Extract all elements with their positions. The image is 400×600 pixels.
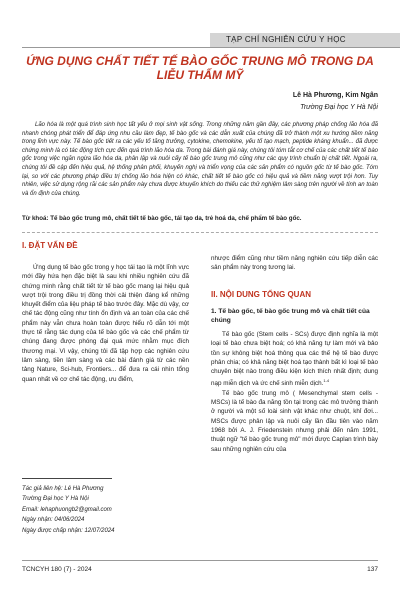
- abstract: Lão hóa là một quá trình sinh học tất yếu ở mọi sinh vật sống. Trong những năm gần đây, các phương pháp chống lão hóa đã nhanh chóng phát triển để đáp ứng nhu cầu làm đẹp, tế bào gốc và các dẫn xuất của chúng đã trở thành một xu hướng tiềm năng trong lĩnh vực này. Tế bào gốc tiết ra các yếu tố tăng trưởng, cytokine, chemokine, yếu tố tạo mạch, peptide kháng khuẩn... đã được chứng minh là có tác động tích cực đến quá trình lão hóa da. Trong bài đánh giá này, chúng tôi tóm tắt cơ chế của các chất tiết tế bào gốc trong việc ngăn ngừa lão hóa da, phân lập và nuôi cấy tế bào gốc trung mô cũng như các quy trình chuẩn bị chất tiết. Ngoài ra, chúng tôi đề cập đến hiệu quả, hệ thống phân phối, khuyến nghị và triển vọng của các sản phẩm có nguồn gốc từ tế bào gốc. Tóm lại, so với các phương pháp điều trị chống lão hóa hiện có khác, chất tiết tế bào gốc có hiệu quả và tiềm năng vượt trội hơn. Tuy nhiên, việc sử dụng rộng rãi các sản phẩm này chưa được khuyến khích do thiếu các thử nghiệm lâm sàng trên người về tính an toàn và ổn định của chúng.: [22, 122, 378, 197]
- footnote-received: Ngày nhận: 04/06/2024: [22, 517, 85, 524]
- article-authors: [293, 92, 378, 99]
- overview-body: [211, 330, 378, 454]
- footnote: [22, 484, 192, 536]
- subsection-heading: 1. Tế bào gốc, tế bào gốc trung mô và chất tiết của chúng: [211, 308, 370, 325]
- introduction-paragraph: Ứng dụng tế bào gốc trong y học tái tạo là một lĩnh vực mới đầy hứa hẹn đặc biệt là sau khi nhiều nghiên cứu đã chứng minh rằng chất tiết từ tế bào gốc mang lại hiệu quả vượt trội trong điều trị đồng thời cải thiện đáng kể những khuyết điểm của liệu pháp tế bào trước đây. Mặc dù vậy, cơ chế tác động cũng như tính ổn định và an toàn của các chế phẩm này vẫn chưa hoàn toàn được hiểu rõ dẫn tới một thực tế rằng tác dụng của tế bào gốc và các chế phẩm từ chúng đang được phóng đại quá mức nhằm mục đích thương mại. Vì vậy, chúng tôi đã tập hợp các nghiên cứu lâm sàng, tiền lâm sàng và các bài đánh giá từ các nền tảng Nature, Sci-hub, Frontiers... để đưa ra cái nhìn tổng quan nhất về cơ chế tác động, ưu điểm,: [22, 264, 189, 383]
- footnote-rule: [22, 478, 112, 479]
- introduction-continued-paragraph: nhược điểm cũng như tiềm năng nghiên cứu tiếp diễn các sản phẩm này trong tương lai.: [211, 255, 378, 272]
- page-number: 137: [367, 566, 378, 573]
- footnote-institution: Trường Đại học Y Hà Nội: [22, 496, 89, 503]
- overview-paragraph-2: Tế bào gốc trung mô ( Mesenchymal stem cells - MSCs) là tế bào đa năng tồn tại trong các mô trưởng thành ở người và một số loài sinh vật khác như chuột, khỉ đơi... MSCs được phân lập và nuôi cấy lần đầu tiên vào năm 1968 bởi A. J. Friedenstein nhưng phải đến năm 1991, thuật ngữ "tế bào gốc trung mô" mới được Caplan trình bày sau những nghiên cứu của: [211, 389, 378, 453]
- issue-label: TCNCYH 180 (7) - 2024: [22, 566, 92, 573]
- introduction-body: [22, 263, 189, 384]
- article-title: ỨNG DỤNG CHẤT TIẾT TẾ BÀO GỐC TRUNG MÔ TRONG DA LIỄU THẨM MỸ: [26, 54, 374, 82]
- header-rule: [22, 47, 400, 48]
- overview-paragraph-1: [211, 330, 378, 389]
- authors-text: Lê Hà Phương, Kim Ngân: [292, 92, 378, 99]
- introduction-continued: [211, 254, 378, 273]
- journal-header-band: [210, 33, 400, 47]
- journal-tag: TẠP CHÍ NGHIÊN CỨU Y HỌC: [226, 35, 346, 44]
- footnote-author: Tác giả liên hệ: Lê Hà Phương: [22, 486, 104, 492]
- section-heading-overview: II. NỘI DUNG TỔNG QUAN: [211, 290, 311, 299]
- footnote-email: Email: lehaphuongb2@gmail.com: [22, 506, 112, 513]
- keywords-divider: [22, 232, 378, 233]
- citation-ref: 1-4: [323, 378, 330, 384]
- section-heading-introduction: I. ĐẶT VẤN ĐỀ: [22, 241, 78, 250]
- footnote-accepted: Ngày được chấp nhận: 12/07/2024: [22, 527, 115, 534]
- footer-rule: [22, 560, 378, 561]
- keywords: Từ khoá: Tế bào gốc trung mô, chất tiết tế bào gốc, tái tạo da, trẻ hoá da, chế phẩm tế bào gốc.: [22, 215, 302, 222]
- affiliation: Trường Đại học Y Hà Nội: [300, 104, 378, 111]
- overview-paragraph-1-text: Tế bào gốc (Stem cells - SCs) được định nghĩa là một loại tế bào chưa biệt hoá; có khả năng tự làm mới và bảo tồn sự không biệt hoá thông qua các thế hệ tế bào được phân chia; có khả năng biệt hoá tạo thành bất kì loại tế bào chuyên biệt nào trong điều kiện kích thích nhất định; dung nạp miễn dịch và ức chế sinh miễn dịch.: [211, 331, 378, 388]
